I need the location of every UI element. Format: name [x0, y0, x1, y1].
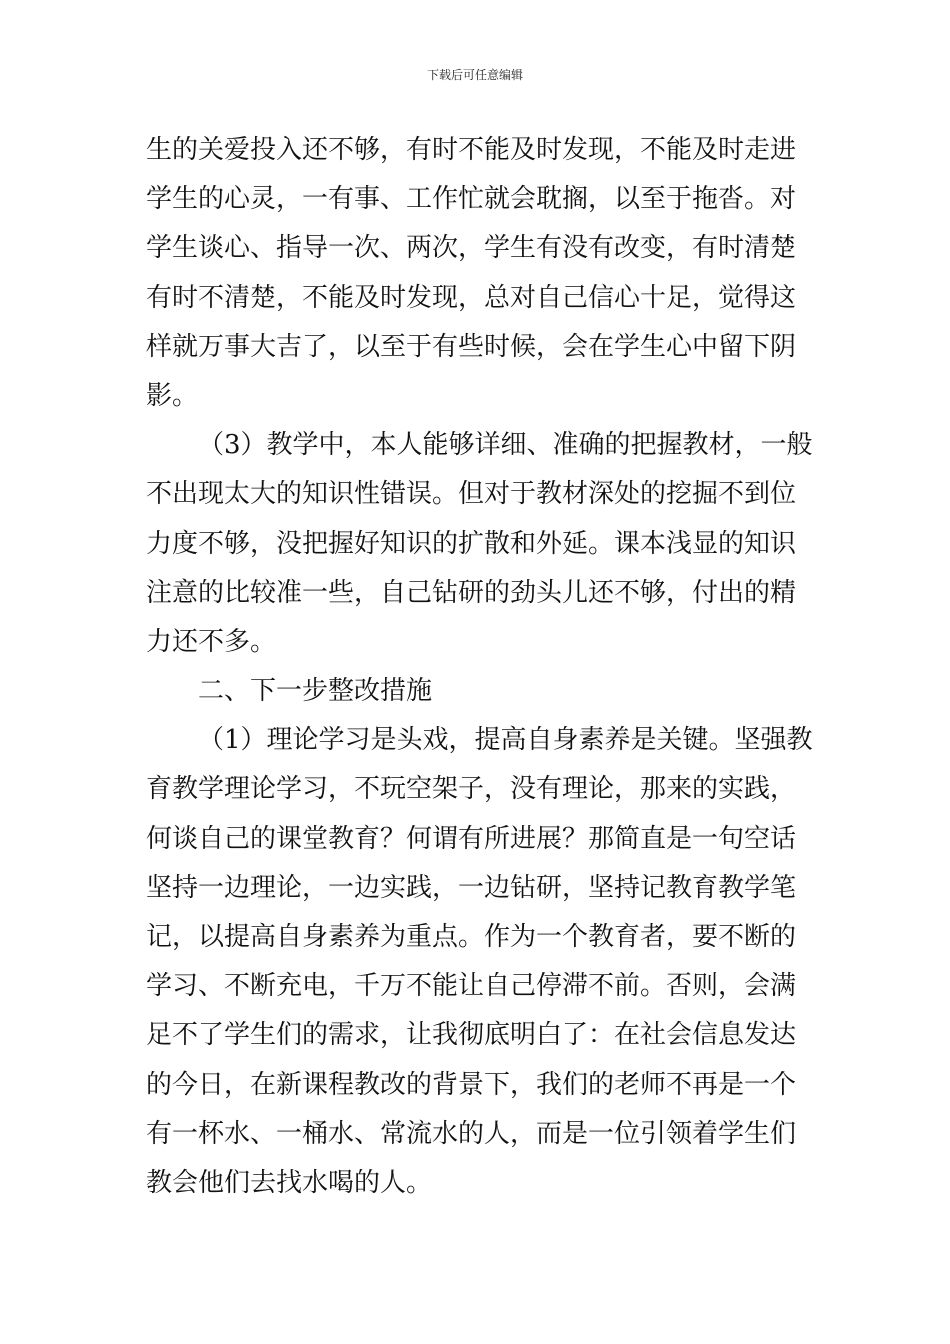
text-line: 影。 — [146, 380, 199, 411]
section-heading: 二、下一步整改措施 — [198, 676, 433, 707]
text-line: 力还不多。 — [146, 626, 277, 657]
text-line: 有时不清楚，不能及时发现，总对自己信心十足，觉得这 — [146, 282, 797, 313]
text-line: 注意的比较准一些，自己钻研的劲头儿还不够，付出的精 — [146, 577, 797, 608]
text-line: 不出现太大的知识性错误。但对于教材深处的挖掘不到位 — [146, 479, 797, 510]
paragraph-start-line: （1）理论学习是头戏，提高自身素养是关键。坚强教 — [198, 725, 813, 756]
text-line: 育教学理论学习，不玩空架子，没有理论，那来的实践， — [146, 774, 797, 805]
text-line: 教会他们去找水喝的人。 — [146, 1167, 433, 1198]
text-line: 何谈自己的课堂教育？何谓有所进展？那简直是一句空话 — [146, 823, 797, 854]
text-line: 有一杯水、一桶水、常流水的人，而是一位引领着学生们 — [146, 1118, 797, 1149]
header-note: 下载后可任意编辑 — [426, 68, 523, 82]
text-line: 样就万事大吉了，以至于有些时候，会在学生心中留下阴 — [146, 331, 797, 362]
text-line: 学生谈心、指导一次、两次，学生有没有改变，有时清楚 — [146, 233, 797, 264]
text-line: 生的关爱投入还不够，有时不能及时发现，不能及时走进 — [146, 135, 797, 165]
paragraph-start-line: （3）教学中，本人能够详细、准确的把握教材，一般 — [198, 430, 813, 461]
text-line: 学习、不断充电，千万不能让自己停滞不前。否则，会满 — [146, 971, 797, 1002]
text-line: 记，以提高自身素养为重点。作为一个教育者，要不断的 — [146, 922, 797, 952]
text-line: 的今日，在新课程教改的背景下，我们的老师不再是一个 — [146, 1069, 797, 1100]
text-line: 足不了学生们的需求，让我彻底明白了：在社会信息发达 — [146, 1020, 797, 1051]
body-text — [146, 126, 813, 1208]
text-line: 坚持一边理论，一边实践，一边钻研，坚持记教育教学笔 — [146, 872, 797, 903]
text-line: 力度不够，没把握好知识的扩散和外延。课本浅显的知识 — [146, 528, 797, 559]
text-line: 学生的心灵，一有事、工作忙就会耽搁，以至于拖沓。对 — [146, 184, 797, 215]
